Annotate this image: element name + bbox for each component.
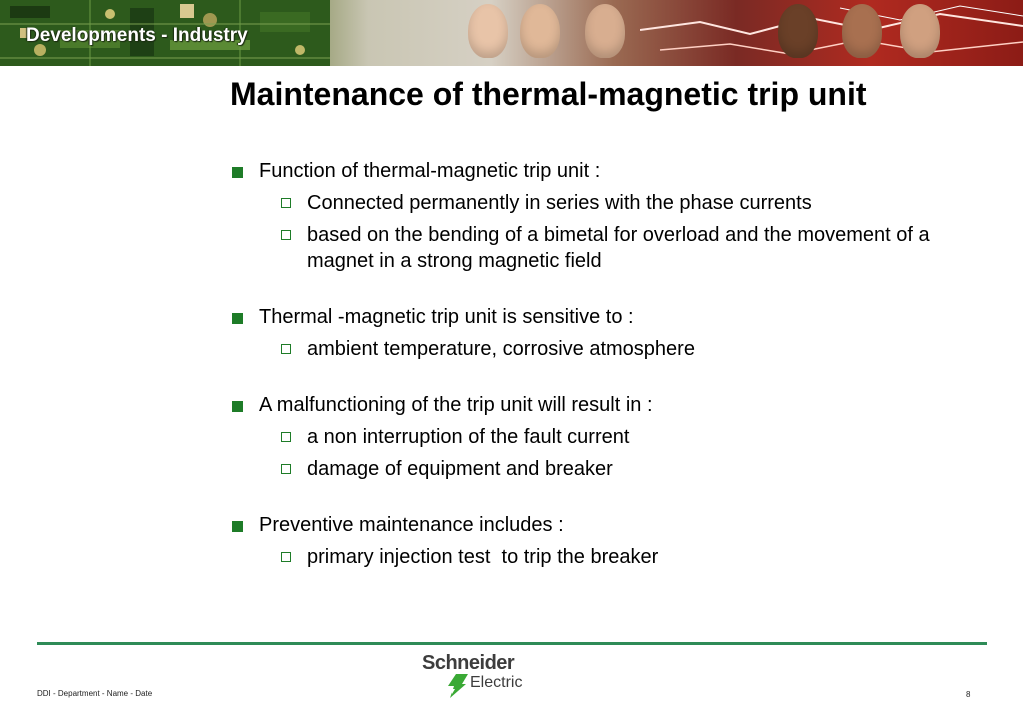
section-label: Developments - Industry	[26, 25, 248, 46]
square-bullet-icon	[232, 313, 243, 324]
sub-bullet-text: primary injection test to trip the breaker	[307, 546, 659, 568]
slide-content	[230, 158, 990, 600]
sub-bullet-text: damage of equipment and breaker	[307, 458, 613, 480]
sub-bullet-item	[279, 544, 990, 570]
schneider-electric-logo	[422, 652, 542, 704]
sub-bullet-item	[279, 222, 990, 274]
logo-symbol-icon	[442, 672, 470, 700]
bullet-section	[230, 158, 990, 274]
sub-bullet-text: a non interruption of the fault current	[307, 426, 630, 448]
bullet-text: Function of thermal-magnetic trip unit :	[259, 160, 601, 182]
hollow-square-bullet-icon	[281, 464, 291, 474]
bullet-item	[230, 158, 990, 184]
bullet-item	[230, 392, 990, 418]
bullet-text: Preventive maintenance includes :	[259, 514, 564, 536]
bullet-section	[230, 392, 990, 482]
bullet-item	[230, 304, 990, 330]
sub-bullet-item	[279, 336, 990, 362]
sub-bullet-text: Connected permanently in series with the phase currents	[307, 192, 812, 214]
sub-bullet-item	[279, 424, 990, 450]
hollow-square-bullet-icon	[281, 552, 291, 562]
person-photo	[778, 4, 818, 58]
sub-bullet-text: based on the bending of a bimetal for overload and the movement of a magnet in a strong magnetic field	[307, 224, 930, 272]
sub-bullet-item	[279, 190, 990, 216]
square-bullet-icon	[232, 521, 243, 532]
bullet-item	[230, 512, 990, 538]
hollow-square-bullet-icon	[281, 198, 291, 208]
sub-bullet-text: ambient temperature, corrosive atmosphere	[307, 338, 695, 360]
hollow-square-bullet-icon	[281, 230, 291, 240]
slide-title: Maintenance of thermal-magnetic trip unit	[230, 76, 867, 112]
page-number: 8	[966, 690, 971, 699]
sub-bullet-item	[279, 456, 990, 482]
bullet-text: A malfunctioning of the trip unit will result in :	[259, 394, 653, 416]
square-bullet-icon	[232, 401, 243, 412]
hollow-square-bullet-icon	[281, 344, 291, 354]
header-banner	[0, 0, 1023, 66]
person-photo	[900, 4, 940, 58]
person-photo	[520, 4, 560, 58]
person-photo	[842, 4, 882, 58]
energy-sparks-image	[640, 0, 1023, 66]
logo-subword: Electric	[470, 674, 523, 691]
footer-divider	[37, 642, 987, 645]
bullet-text: Thermal -magnetic trip unit is sensitive to :	[259, 306, 634, 328]
square-bullet-icon	[232, 167, 243, 178]
hollow-square-bullet-icon	[281, 432, 291, 442]
footer-info: DDI - Department - Name - Date	[37, 689, 153, 698]
person-photo	[468, 4, 508, 58]
person-photo	[585, 4, 625, 58]
bullet-section	[230, 512, 990, 570]
logo-wordmark: Schneider	[422, 652, 515, 674]
bullet-section	[230, 304, 990, 362]
